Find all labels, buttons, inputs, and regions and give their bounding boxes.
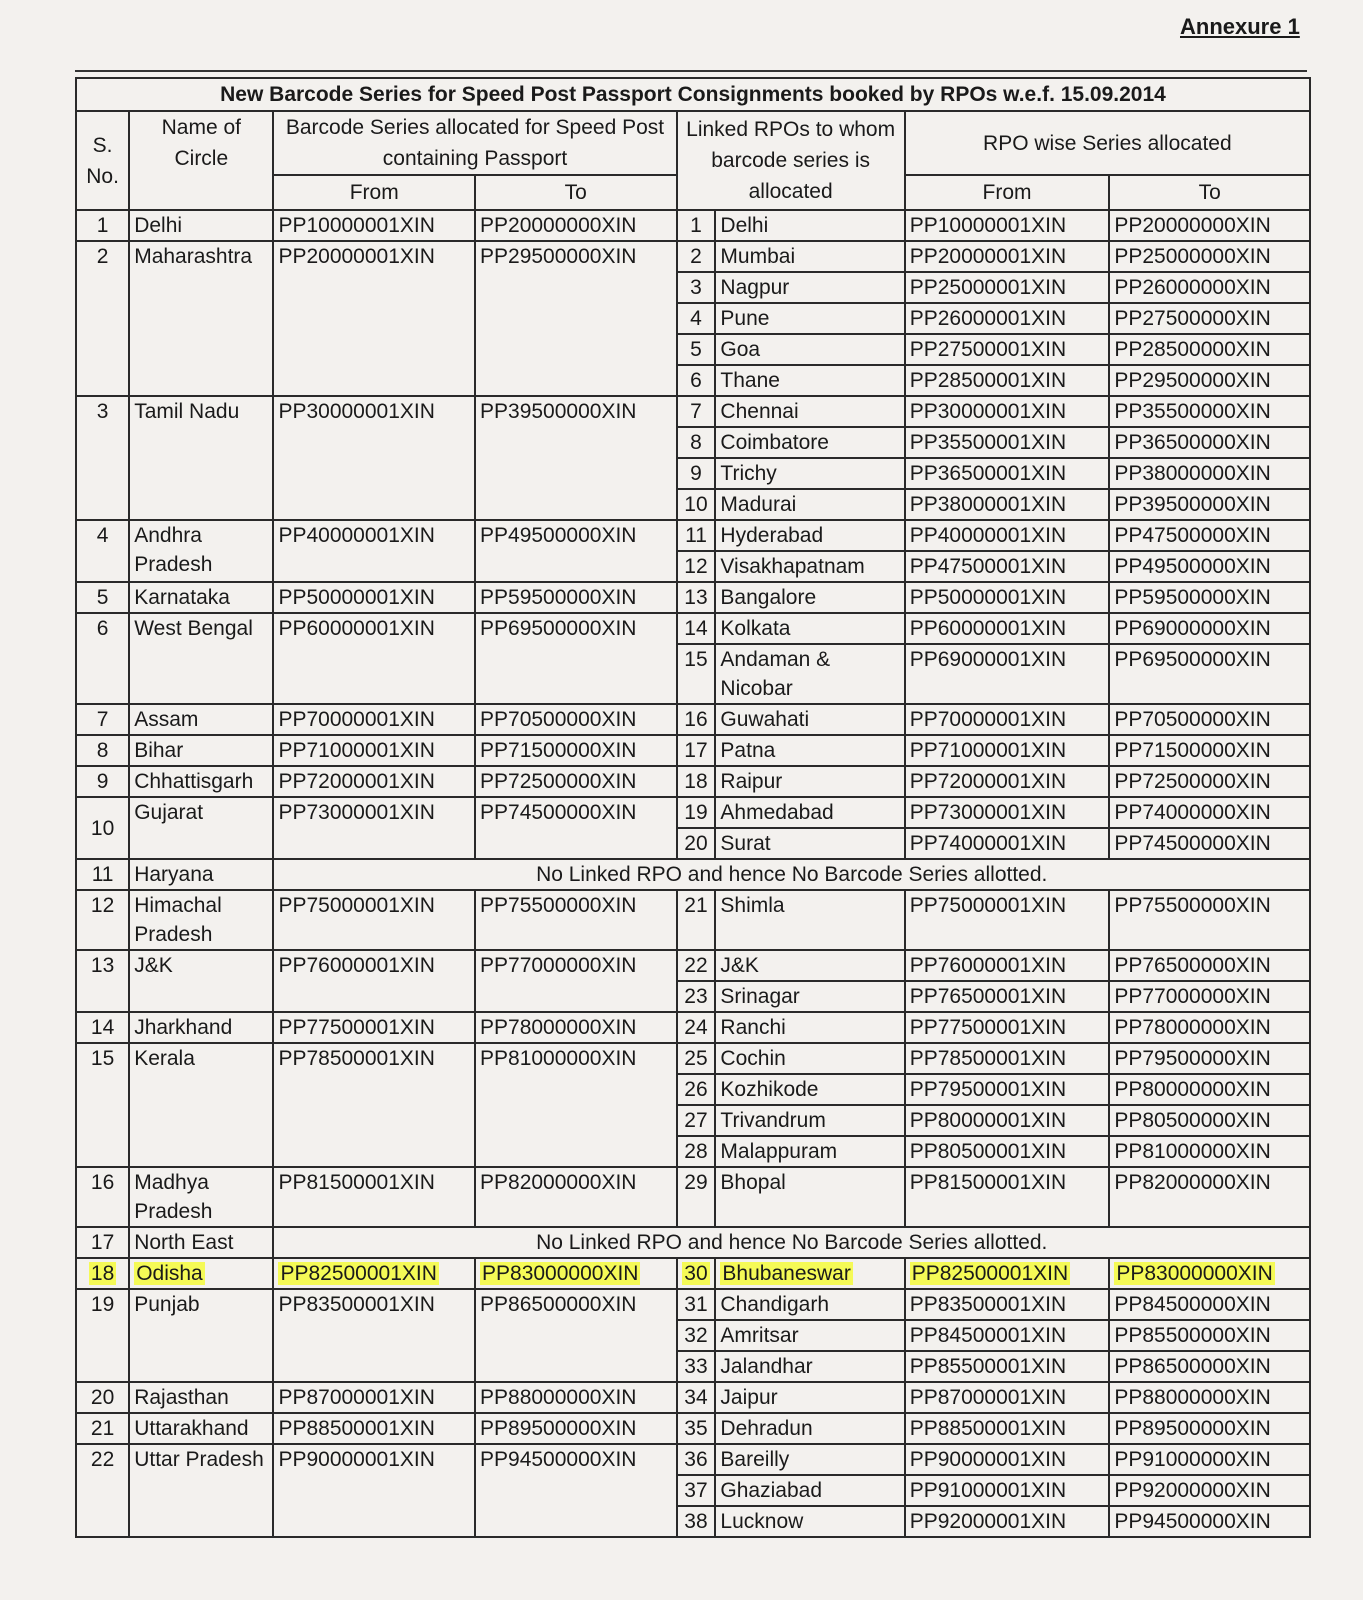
- cell-rpo-to: PP85500000XIN: [1109, 1320, 1310, 1351]
- cell-rpo-no: 21: [677, 890, 716, 950]
- cell-rpo-no: 4: [677, 303, 716, 334]
- cell-sno: 21: [76, 1413, 129, 1444]
- cell-sno: 8: [76, 735, 129, 766]
- cell-series-to: PP82000000XIN: [475, 1167, 677, 1227]
- cell-sno: 14: [76, 1012, 129, 1043]
- barcode-series-table: [75, 77, 1311, 1538]
- cell-series-from: PP77500001XIN: [273, 1012, 475, 1043]
- header-rpo-from: From: [905, 175, 1110, 210]
- highlight-mark: Bhubaneswar: [722, 1262, 851, 1285]
- cell-rpo-to: PP69500000XIN: [1109, 644, 1310, 704]
- cell-series-from: PP30000001XIN: [273, 396, 475, 520]
- header-circle: Name of Circle: [129, 111, 273, 210]
- cell-rpo-no: 37: [677, 1475, 716, 1506]
- cell-rpo-name: Guwahati: [715, 704, 904, 735]
- table-row: [76, 613, 1310, 644]
- cell-rpo-no: 10: [677, 489, 716, 520]
- cell-rpo-no: 8: [677, 427, 716, 458]
- cell-sno: 13: [76, 950, 129, 1012]
- cell-rpo-to: PP76500000XIN: [1109, 950, 1310, 981]
- cell-series-from: PP50000001XIN: [273, 582, 475, 613]
- cell-rpo-no: 35: [677, 1413, 716, 1444]
- cell-rpo-name: [715, 1258, 904, 1289]
- cell-sno: 17: [76, 1227, 129, 1258]
- cell-rpo-from: PP77500001XIN: [905, 1012, 1110, 1043]
- cell-series-to: PP77000000XIN: [475, 950, 677, 1012]
- cell-rpo-no: 7: [677, 396, 716, 427]
- cell-circle: Tamil Nadu: [129, 396, 273, 520]
- cell-rpo-from: PP72000001XIN: [905, 766, 1110, 797]
- cell-rpo-no: 11: [677, 520, 716, 551]
- table-row: [76, 396, 1310, 427]
- cell-rpo-no: 36: [677, 1444, 716, 1475]
- cell-rpo-no: 28: [677, 1136, 716, 1167]
- cell-series-to: PP81000000XIN: [475, 1043, 677, 1167]
- cell-series-to: [475, 1258, 677, 1289]
- cell-rpo-no: 26: [677, 1074, 716, 1105]
- cell-rpo-no: 9: [677, 458, 716, 489]
- table-row: [76, 210, 1310, 241]
- cell-rpo-from: PP27500001XIN: [905, 334, 1110, 365]
- cell-rpo-no: 31: [677, 1289, 716, 1320]
- cell-rpo-no: 6: [677, 365, 716, 396]
- cell-rpo-from: PP83500001XIN: [905, 1289, 1110, 1320]
- highlight-mark: PP82500001XIN: [911, 1262, 1069, 1285]
- cell-rpo-from: PP78500001XIN: [905, 1043, 1110, 1074]
- cell-rpo-name: Shimla: [715, 890, 904, 950]
- cell-rpo-from: PP10000001XIN: [905, 210, 1110, 241]
- cell-rpo-to: PP49500000XIN: [1109, 551, 1310, 582]
- cell-rpo-from: PP74000001XIN: [905, 828, 1110, 859]
- cell-rpo-from: PP88500001XIN: [905, 1413, 1110, 1444]
- cell-series-to: PP59500000XIN: [475, 582, 677, 613]
- cell-rpo-from: PP75000001XIN: [905, 890, 1110, 950]
- cell-rpo-from: PP35500001XIN: [905, 427, 1110, 458]
- cell-series-from: PP72000001XIN: [273, 766, 475, 797]
- cell-series-from: PP87000001XIN: [273, 1382, 475, 1413]
- cell-rpo-name: Bareilly: [715, 1444, 904, 1475]
- cell-rpo-from: PP79500001XIN: [905, 1074, 1110, 1105]
- cell-series-from: PP10000001XIN: [273, 210, 475, 241]
- cell-rpo-from: PP81500001XIN: [905, 1167, 1110, 1227]
- table-row: [76, 950, 1310, 981]
- cell-rpo-to: PP74000000XIN: [1109, 797, 1310, 828]
- cell-series-from: PP75000001XIN: [273, 890, 475, 950]
- cell-rpo-to: PP26000000XIN: [1109, 272, 1310, 303]
- cell-series-from: PP81500001XIN: [273, 1167, 475, 1227]
- cell-series-to: PP78000000XIN: [475, 1012, 677, 1043]
- highlight-mark: 30: [684, 1262, 708, 1285]
- cell-circle: West Bengal: [129, 613, 273, 704]
- cell-rpo-to: PP80500000XIN: [1109, 1105, 1310, 1136]
- cell-rpo-no: 25: [677, 1043, 716, 1074]
- cell-rpo-from: PP25000001XIN: [905, 272, 1110, 303]
- cell-circle: North East: [129, 1227, 273, 1258]
- cell-series-to: PP49500000XIN: [475, 520, 677, 582]
- cell-rpo-from: PP36500001XIN: [905, 458, 1110, 489]
- cell-series-to: PP86500000XIN: [475, 1289, 677, 1382]
- cell-circle: Himachal Pradesh: [129, 890, 273, 950]
- cell-rpo-no: 27: [677, 1105, 716, 1136]
- cell-rpo-name: Dehradun: [715, 1413, 904, 1444]
- cell-series-from: PP78500001XIN: [273, 1043, 475, 1167]
- cell-rpo-to: PP47500000XIN: [1109, 520, 1310, 551]
- cell-rpo-from: PP73000001XIN: [905, 797, 1110, 828]
- cell-rpo-name: Trivandrum: [715, 1105, 904, 1136]
- cell-sno: 12: [76, 890, 129, 950]
- table-row: [76, 520, 1310, 551]
- cell-series-from: PP88500001XIN: [273, 1413, 475, 1444]
- table-row: [76, 241, 1310, 272]
- cell-rpo-from: PP20000001XIN: [905, 241, 1110, 272]
- cell-rpo-to: PP74500000XIN: [1109, 828, 1310, 859]
- annexure-label: Annexure 1: [1180, 14, 1300, 39]
- cell-rpo-to: PP69000000XIN: [1109, 613, 1310, 644]
- cell-series-from: PP71000001XIN: [273, 735, 475, 766]
- cell-sno: [76, 1258, 129, 1289]
- cell-rpo-name: Jaipur: [715, 1382, 904, 1413]
- table-row: [76, 766, 1310, 797]
- cell-rpo-no: 12: [677, 551, 716, 582]
- header-series: Barcode Series allocated for Speed Post containing Passport: [273, 111, 676, 175]
- header-linked-rpos: Linked RPOs to whom barcode series is allocated: [677, 111, 905, 210]
- cell-rpo-to: PP75500000XIN: [1109, 890, 1310, 950]
- cell-rpo-no: 19: [677, 797, 716, 828]
- cell-rpo-no: 32: [677, 1320, 716, 1351]
- cell-note: No Linked RPO and hence No Barcode Series allotted.: [273, 1227, 1310, 1258]
- cell-rpo-name: Chandigarh: [715, 1289, 904, 1320]
- cell-rpo-to: PP36500000XIN: [1109, 427, 1310, 458]
- cell-rpo-no: 17: [677, 735, 716, 766]
- cell-series-from: PP73000001XIN: [273, 797, 475, 859]
- cell-rpo-name: Ahmedabad: [715, 797, 904, 828]
- cell-series-to: PP75500000XIN: [475, 890, 677, 950]
- cell-circle: [129, 1258, 273, 1289]
- cell-rpo-from: PP60000001XIN: [905, 613, 1110, 644]
- table-row: [76, 1012, 1310, 1043]
- cell-rpo-from: PP26000001XIN: [905, 303, 1110, 334]
- cell-circle: Kerala: [129, 1043, 273, 1167]
- cell-rpo-to: PP27500000XIN: [1109, 303, 1310, 334]
- cell-series-from: PP70000001XIN: [273, 704, 475, 735]
- header-series-to: To: [475, 175, 677, 210]
- cell-series-to: PP88000000XIN: [475, 1382, 677, 1413]
- cell-rpo-to: PP88000000XIN: [1109, 1382, 1310, 1413]
- cell-circle: Rajasthan: [129, 1382, 273, 1413]
- cell-circle: Uttar Pradesh: [129, 1444, 273, 1537]
- table-row: [76, 1043, 1310, 1074]
- cell-sno: 4: [76, 520, 129, 582]
- cell-rpo-no: 29: [677, 1167, 716, 1227]
- cell-sno: 16: [76, 1167, 129, 1227]
- cell-circle: Chhattisgarh: [129, 766, 273, 797]
- cell-series-from: PP60000001XIN: [273, 613, 475, 704]
- cell-series-to: PP20000000XIN: [475, 210, 677, 241]
- highlight-mark: 18: [90, 1262, 115, 1285]
- cell-rpo-name: Bhopal: [715, 1167, 904, 1227]
- cell-rpo-name: Trichy: [715, 458, 904, 489]
- cell-rpo-from: PP40000001XIN: [905, 520, 1110, 551]
- cell-rpo-to: PP28500000XIN: [1109, 334, 1310, 365]
- cell-sno: 10: [76, 797, 129, 859]
- cell-rpo-to: PP81000000XIN: [1109, 1136, 1310, 1167]
- table-row: [76, 1382, 1310, 1413]
- cell-rpo-from: PP69000001XIN: [905, 644, 1110, 704]
- cell-rpo-name: Visakhapatnam: [715, 551, 904, 582]
- cell-rpo-from: PP91000001XIN: [905, 1475, 1110, 1506]
- cell-rpo-to: PP72500000XIN: [1109, 766, 1310, 797]
- cell-rpo-from: PP50000001XIN: [905, 582, 1110, 613]
- header-series-from: From: [273, 175, 475, 210]
- cell-rpo-name: Jalandhar: [715, 1351, 904, 1382]
- cell-rpo-name: Bangalore: [715, 582, 904, 613]
- cell-rpo-no: 23: [677, 981, 716, 1012]
- cell-rpo-no: 1: [677, 210, 716, 241]
- cell-series-from: PP40000001XIN: [273, 520, 475, 582]
- cell-rpo-name: Lucknow: [715, 1506, 904, 1537]
- cell-series-to: PP74500000XIN: [475, 797, 677, 859]
- table-row: [76, 859, 1310, 890]
- cell-rpo-to: PP78000000XIN: [1109, 1012, 1310, 1043]
- table-row: [76, 1413, 1310, 1444]
- cell-rpo-no: 5: [677, 334, 716, 365]
- cell-series-to: PP89500000XIN: [475, 1413, 677, 1444]
- cell-rpo-to: PP29500000XIN: [1109, 365, 1310, 396]
- cell-series-to: PP70500000XIN: [475, 704, 677, 735]
- cell-rpo-to: PP91000000XIN: [1109, 1444, 1310, 1475]
- cell-sno: 2: [76, 241, 129, 396]
- cell-rpo-no: 38: [677, 1506, 716, 1537]
- cell-rpo-name: Pune: [715, 303, 904, 334]
- cell-sno: 11: [76, 859, 129, 890]
- cell-sno: 9: [76, 766, 129, 797]
- cell-rpo-from: PP76000001XIN: [905, 950, 1110, 981]
- cell-rpo-no: 15: [677, 644, 716, 704]
- cell-sno: 3: [76, 396, 129, 520]
- cell-rpo-no: 18: [677, 766, 716, 797]
- cell-rpo-name: Raipur: [715, 766, 904, 797]
- cell-rpo-name: Surat: [715, 828, 904, 859]
- cell-rpo-name: Ranchi: [715, 1012, 904, 1043]
- cell-rpo-to: PP89500000XIN: [1109, 1413, 1310, 1444]
- cell-circle: Haryana: [129, 859, 273, 890]
- cell-rpo-name: Madurai: [715, 489, 904, 520]
- cell-rpo-name: Hyderabad: [715, 520, 904, 551]
- cell-series-from: [273, 1258, 475, 1289]
- highlight-mark: PP83000000XIN: [1116, 1262, 1273, 1285]
- cell-rpo-no: 33: [677, 1351, 716, 1382]
- cell-sno: 6: [76, 613, 129, 704]
- cell-rpo-to: PP94500000XIN: [1109, 1506, 1310, 1537]
- cell-rpo-to: PP82000000XIN: [1109, 1167, 1310, 1227]
- cell-rpo-to: PP79500000XIN: [1109, 1043, 1310, 1074]
- cell-rpo-name: J&K: [715, 950, 904, 981]
- cell-rpo-from: PP38000001XIN: [905, 489, 1110, 520]
- cell-rpo-to: PP84500000XIN: [1109, 1289, 1310, 1320]
- cell-series-from: PP90000001XIN: [273, 1444, 475, 1537]
- cell-rpo-name: Coimbatore: [715, 427, 904, 458]
- table-body: [76, 210, 1310, 1537]
- cell-rpo-to: PP35500000XIN: [1109, 396, 1310, 427]
- cell-series-from: PP83500001XIN: [273, 1289, 475, 1382]
- cell-rpo-no: 22: [677, 950, 716, 981]
- cell-series-from: PP20000001XIN: [273, 241, 475, 396]
- cell-sno: 7: [76, 704, 129, 735]
- cell-series-to: PP69500000XIN: [475, 613, 677, 704]
- cell-rpo-no: 20: [677, 828, 716, 859]
- cell-rpo-from: PP87000001XIN: [905, 1382, 1110, 1413]
- cell-circle: Andhra Pradesh: [129, 520, 273, 582]
- cell-circle: Punjab: [129, 1289, 273, 1382]
- cell-rpo-to: PP86500000XIN: [1109, 1351, 1310, 1382]
- cell-rpo-name: Malappuram: [715, 1136, 904, 1167]
- highlight-mark: PP82500001XIN: [280, 1262, 437, 1285]
- cell-rpo-from: PP80000001XIN: [905, 1105, 1110, 1136]
- cell-circle: Madhya Pradesh: [129, 1167, 273, 1227]
- cell-circle: Karnataka: [129, 582, 273, 613]
- cell-rpo-name: Patna: [715, 735, 904, 766]
- cell-series-to: PP29500000XIN: [475, 241, 677, 396]
- cell-rpo-name: Chennai: [715, 396, 904, 427]
- highlight-mark: Odisha: [136, 1262, 203, 1285]
- cell-rpo-name: Thane: [715, 365, 904, 396]
- table-row: [76, 1258, 1310, 1289]
- cell-sno: 22: [76, 1444, 129, 1537]
- header-rpo-to: To: [1109, 175, 1310, 210]
- cell-circle: Gujarat: [129, 797, 273, 859]
- header-rpo-series: RPO wise Series allocated: [905, 111, 1310, 175]
- cell-rpo-from: PP28500001XIN: [905, 365, 1110, 396]
- highlight-mark: PP83000000XIN: [482, 1262, 639, 1285]
- cell-rpo-name: Srinagar: [715, 981, 904, 1012]
- cell-circle: Delhi: [129, 210, 273, 241]
- cell-rpo-no: 34: [677, 1382, 716, 1413]
- table-row: [76, 1444, 1310, 1475]
- cell-rpo-to: PP38000000XIN: [1109, 458, 1310, 489]
- cell-rpo-from: PP90000001XIN: [905, 1444, 1110, 1475]
- cell-rpo-to: PP70500000XIN: [1109, 704, 1310, 735]
- cell-rpo-to: PP39500000XIN: [1109, 489, 1310, 520]
- cell-rpo-name: Cochin: [715, 1043, 904, 1074]
- cell-rpo-from: [905, 1258, 1110, 1289]
- cell-rpo-name: Nagpur: [715, 272, 904, 303]
- table-row: [76, 890, 1310, 950]
- cell-rpo-no: 2: [677, 241, 716, 272]
- cell-rpo-from: PP70000001XIN: [905, 704, 1110, 735]
- cell-rpo-no: 14: [677, 613, 716, 644]
- cell-rpo-no: 3: [677, 272, 716, 303]
- table-row: [76, 582, 1310, 613]
- cell-circle: Maharashtra: [129, 241, 273, 396]
- cell-circle: Bihar: [129, 735, 273, 766]
- cell-rpo-to: PP59500000XIN: [1109, 582, 1310, 613]
- cell-rpo-no: 24: [677, 1012, 716, 1043]
- cell-rpo-to: PP92000000XIN: [1109, 1475, 1310, 1506]
- cell-rpo-to: PP25000000XIN: [1109, 241, 1310, 272]
- cell-rpo-name: Kozhikode: [715, 1074, 904, 1105]
- table-row: [76, 797, 1310, 828]
- cell-rpo-name: Mumbai: [715, 241, 904, 272]
- cell-sno: 19: [76, 1289, 129, 1382]
- cell-rpo-from: PP71000001XIN: [905, 735, 1110, 766]
- cell-rpo-name: Ghaziabad: [715, 1475, 904, 1506]
- table-row: [76, 1289, 1310, 1320]
- cell-rpo-to: PP20000000XIN: [1109, 210, 1310, 241]
- cell-rpo-to: PP71500000XIN: [1109, 735, 1310, 766]
- cell-note: No Linked RPO and hence No Barcode Series allotted.: [273, 859, 1310, 890]
- cell-sno: 20: [76, 1382, 129, 1413]
- cell-rpo-name: Goa: [715, 334, 904, 365]
- cell-rpo-no: [677, 1258, 716, 1289]
- cell-sno: 5: [76, 582, 129, 613]
- cell-series-to: PP39500000XIN: [475, 396, 677, 520]
- cell-series-to: PP72500000XIN: [475, 766, 677, 797]
- cell-series-to: PP71500000XIN: [475, 735, 677, 766]
- table-row: [76, 1167, 1310, 1227]
- table-row: [76, 735, 1310, 766]
- cell-series-from: PP76000001XIN: [273, 950, 475, 1012]
- cell-rpo-from: PP85500001XIN: [905, 1351, 1110, 1382]
- cell-rpo-no: 16: [677, 704, 716, 735]
- cell-rpo-from: PP80500001XIN: [905, 1136, 1110, 1167]
- cell-rpo-to: PP80000000XIN: [1109, 1074, 1310, 1105]
- cell-rpo-name: Amritsar: [715, 1320, 904, 1351]
- cell-series-to: PP94500000XIN: [475, 1444, 677, 1537]
- cell-circle: J&K: [129, 950, 273, 1012]
- cell-rpo-from: PP30000001XIN: [905, 396, 1110, 427]
- cell-rpo-name: Kolkata: [715, 613, 904, 644]
- cell-rpo-name: Delhi: [715, 210, 904, 241]
- top-rule: [75, 70, 1307, 72]
- cell-rpo-from: PP84500001XIN: [905, 1320, 1110, 1351]
- table-title: New Barcode Series for Speed Post Passport Consignments booked by RPOs w.e.f. 15.09.2014: [76, 78, 1310, 111]
- cell-rpo-no: 13: [677, 582, 716, 613]
- cell-rpo-from: PP92000001XIN: [905, 1506, 1110, 1537]
- cell-circle: Uttarakhand: [129, 1413, 273, 1444]
- cell-circle: Jharkhand: [129, 1012, 273, 1043]
- cell-sno: 15: [76, 1043, 129, 1167]
- cell-circle: Assam: [129, 704, 273, 735]
- cell-rpo-from: PP47500001XIN: [905, 551, 1110, 582]
- cell-rpo-from: PP76500001XIN: [905, 981, 1110, 1012]
- cell-rpo-name: Andaman & Nicobar: [715, 644, 904, 704]
- table-row: [76, 704, 1310, 735]
- table-row: [76, 1227, 1310, 1258]
- header-sno: S. No.: [76, 111, 129, 210]
- cell-rpo-to: [1109, 1258, 1310, 1289]
- cell-sno: 1: [76, 210, 129, 241]
- cell-rpo-to: PP77000000XIN: [1109, 981, 1310, 1012]
